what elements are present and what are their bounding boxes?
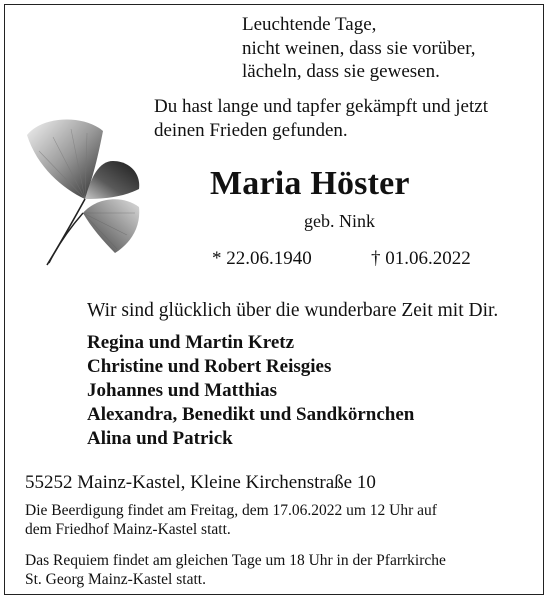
funeral-notice — [25, 501, 437, 539]
family-member: Alexandra, Benedikt und Sandkörnchen — [87, 404, 415, 425]
thanks-text: Wir sind glücklich über die wunderbare Zeit mit Dir. — [87, 300, 499, 321]
family-list — [87, 331, 414, 451]
quote-line: deinen Frieden gefunden. — [154, 119, 348, 141]
obituary-frame — [4, 4, 544, 595]
funeral-line: Die Beerdigung findet am Freitag, dem 17.06.2022 um 12 Uhr auf — [25, 502, 437, 519]
quote-line: Du hast lange und tapfer gekämpft und jetzt — [154, 96, 488, 117]
family-member: Regina und Martin Kretz — [87, 332, 295, 353]
poem-line: Leuchtende Tage, — [242, 14, 377, 35]
requiem-notice — [25, 551, 446, 589]
family-member: Alina und Patrick — [87, 428, 233, 449]
family-member: Christine und Robert Reisgies — [87, 356, 332, 377]
poem — [242, 13, 476, 84]
requiem-line: Das Requiem findet am gleichen Tage um 18 Uhr in der Pfarrkirche — [25, 552, 446, 569]
quote — [154, 95, 488, 142]
poem-line: lächeln, dass sie gewesen. — [242, 61, 440, 82]
birth-name: geb. Nink — [304, 211, 375, 231]
address: 55252 Mainz-Kastel, Kleine Kirchenstraße 10 — [25, 472, 376, 493]
funeral-line: dem Friedhof Mainz-Kastel statt. — [25, 521, 231, 538]
requiem-line: St. Georg Mainz-Kastel statt. — [25, 571, 206, 588]
poem-line: nicht weinen, dass sie vorüber, — [242, 37, 476, 59]
death-date: † 01.06.2022 — [371, 248, 471, 269]
birth-date: * 22.06.1940 — [212, 248, 312, 269]
family-member: Johannes und Matthias — [87, 380, 278, 401]
ginkgo-leaf-icon — [23, 117, 143, 269]
deceased-name: Maria Höster — [210, 165, 410, 202]
